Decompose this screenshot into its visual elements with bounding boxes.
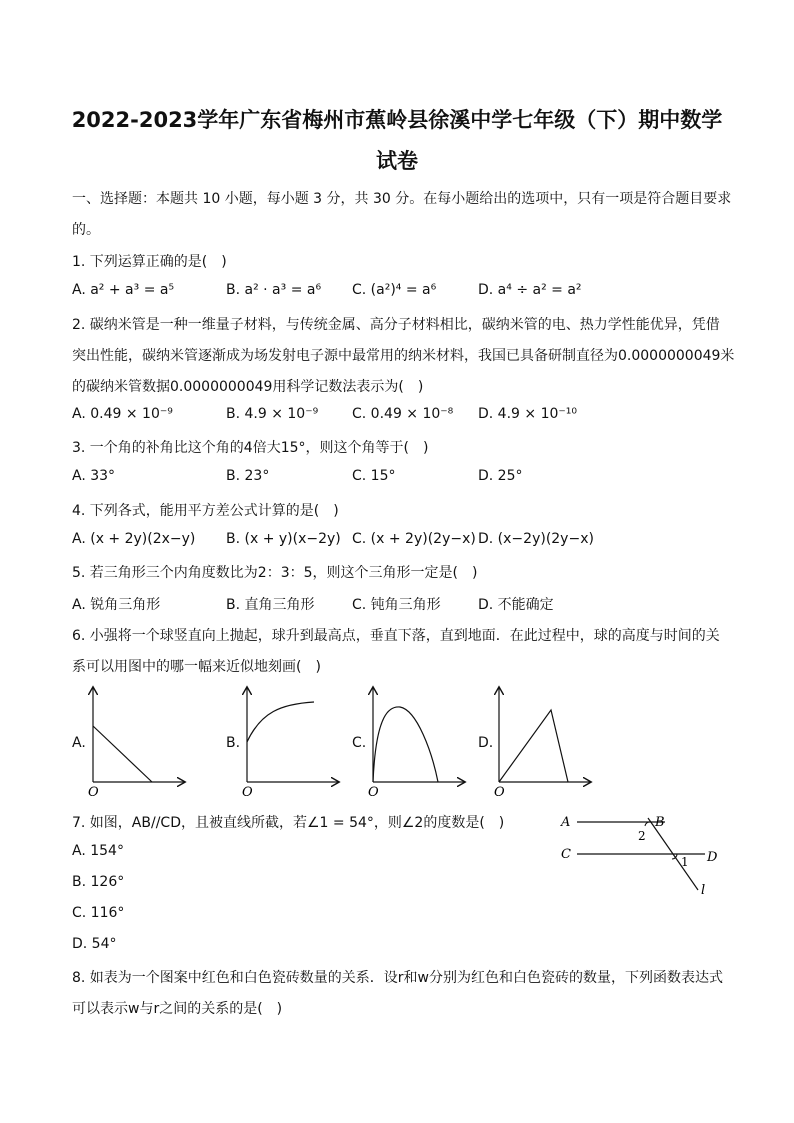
graph-c-origin: O bbox=[368, 785, 379, 800]
graph-b bbox=[236, 682, 346, 800]
q8-stem-1: 8. 如表为一个图案中红色和白色瓷砖数量的关系．设r和w分别为红色和白色瓷砖的数量，下列函数表达式 bbox=[72, 970, 724, 986]
q7-stem: 7. 如图，AB//CD，且被直线所截，若∠1 = 54°，则∠2的度数是( ) bbox=[72, 815, 505, 831]
graph-b-label: B. bbox=[226, 735, 241, 751]
q6-stem-2: 系可以用图中的哪一幅来近似地刻画( ) bbox=[72, 659, 321, 675]
label-d: D bbox=[707, 850, 718, 865]
q1-option-a: A. a² + a³ = a⁵ bbox=[72, 282, 175, 298]
q3-option-b: B. 23° bbox=[226, 468, 270, 484]
label-angle-1: 1 bbox=[681, 855, 689, 869]
q1-option-b: B. a² · a³ = a⁶ bbox=[226, 282, 322, 298]
q5-option-a: A. 锐角三角形 bbox=[72, 597, 161, 613]
graph-a bbox=[82, 682, 192, 800]
graph-b-origin: O bbox=[242, 785, 253, 800]
q4-option-d: D. (x−2y)(2y−x) bbox=[478, 531, 594, 547]
graph-d-label: D. bbox=[478, 735, 494, 751]
section-header-cont: 的。 bbox=[72, 222, 100, 238]
q7-option-d: D. 54° bbox=[72, 936, 117, 952]
q4-option-c: C. (x + 2y)(2y−x) bbox=[352, 531, 476, 547]
label-a: A bbox=[561, 815, 571, 830]
q7-option-a: A. 154° bbox=[72, 843, 124, 859]
q3-option-d: D. 25° bbox=[478, 468, 523, 484]
q2-option-a: A. 0.49 × 10⁻⁹ bbox=[72, 406, 173, 422]
q1-option-d: D. a⁴ ÷ a² = a² bbox=[478, 282, 582, 298]
q3-option-a: A. 33° bbox=[72, 468, 116, 484]
title-line-1: 2022-2023学年广东省梅州市蕉岭县徐溪中学七年级（下）期中数学 bbox=[71, 108, 723, 132]
graph-c-label: C. bbox=[352, 735, 367, 751]
q2-option-c: C. 0.49 × 10⁻⁸ bbox=[352, 406, 454, 422]
label-b: B bbox=[655, 815, 665, 830]
graph-d-origin: O bbox=[494, 785, 505, 800]
q3-option-c: C. 15° bbox=[352, 468, 396, 484]
section-header: 一、选择题：本题共 10 小题，每小题 3 分，共 30 分。在每小题给出的选项中，只有一项是符合题目要求 bbox=[72, 191, 732, 207]
title-line-2: 试卷 bbox=[376, 149, 418, 173]
parallel-lines-figure bbox=[555, 808, 735, 900]
q4-option-a: A. (x + 2y)(2x−y) bbox=[72, 531, 196, 547]
q1-option-c: C. (a²)⁴ = a⁶ bbox=[352, 282, 437, 298]
q2-stem-3: 的碳纳米管数据0.0000000049用科学记数法表示为( ) bbox=[72, 379, 424, 395]
q2-stem-2: 突出性能，碳纳米管逐渐成为场发射电子源中最常用的纳米材料，我国已具备研制直径为0.0000000049米 bbox=[72, 348, 735, 364]
q5-option-d: D. 不能确定 bbox=[478, 597, 554, 613]
label-angle-2: 2 bbox=[638, 829, 646, 843]
q1-stem: 1. 下列运算正确的是( ) bbox=[72, 254, 227, 270]
q2-option-d: D. 4.9 × 10⁻¹⁰ bbox=[478, 406, 578, 422]
q2-stem-1: 2. 碳纳米管是一种一维量子材料，与传统金属、高分子材料相比，碳纳米管的电、热力学性能优异，凭借 bbox=[72, 317, 720, 333]
graph-a-origin: O bbox=[88, 785, 99, 800]
q8-stem-2: 可以表示w与r之间的关系的是( ) bbox=[72, 1001, 283, 1017]
q5-stem: 5. 若三角形三个内角度数比为2：3：5，则这个三角形一定是( ) bbox=[72, 565, 478, 581]
q4-stem: 4. 下列各式，能用平方差公式计算的是( ) bbox=[72, 503, 339, 519]
q6-stem-1: 6. 小强将一个球竖直向上抛起，球升到最高点，垂直下落，直到地面．在此过程中，球的高度与时间的关 bbox=[72, 628, 720, 644]
label-l: l bbox=[701, 883, 706, 898]
q5-option-b: B. 直角三角形 bbox=[226, 597, 315, 613]
q4-option-b: B. (x + y)(x−2y) bbox=[226, 531, 341, 547]
graph-a-label: A. bbox=[72, 735, 86, 751]
q7-option-b: B. 126° bbox=[72, 874, 125, 890]
q3-stem: 3. 一个角的补角比这个角的4倍大15°，则这个角等于( ) bbox=[72, 440, 429, 456]
graph-c bbox=[362, 682, 472, 800]
q7-option-c: C. 116° bbox=[72, 905, 125, 921]
q2-option-b: B. 4.9 × 10⁻⁹ bbox=[226, 406, 319, 422]
label-c: C bbox=[561, 847, 571, 862]
q5-option-c: C. 钝角三角形 bbox=[352, 597, 441, 613]
graph-d bbox=[488, 682, 598, 800]
